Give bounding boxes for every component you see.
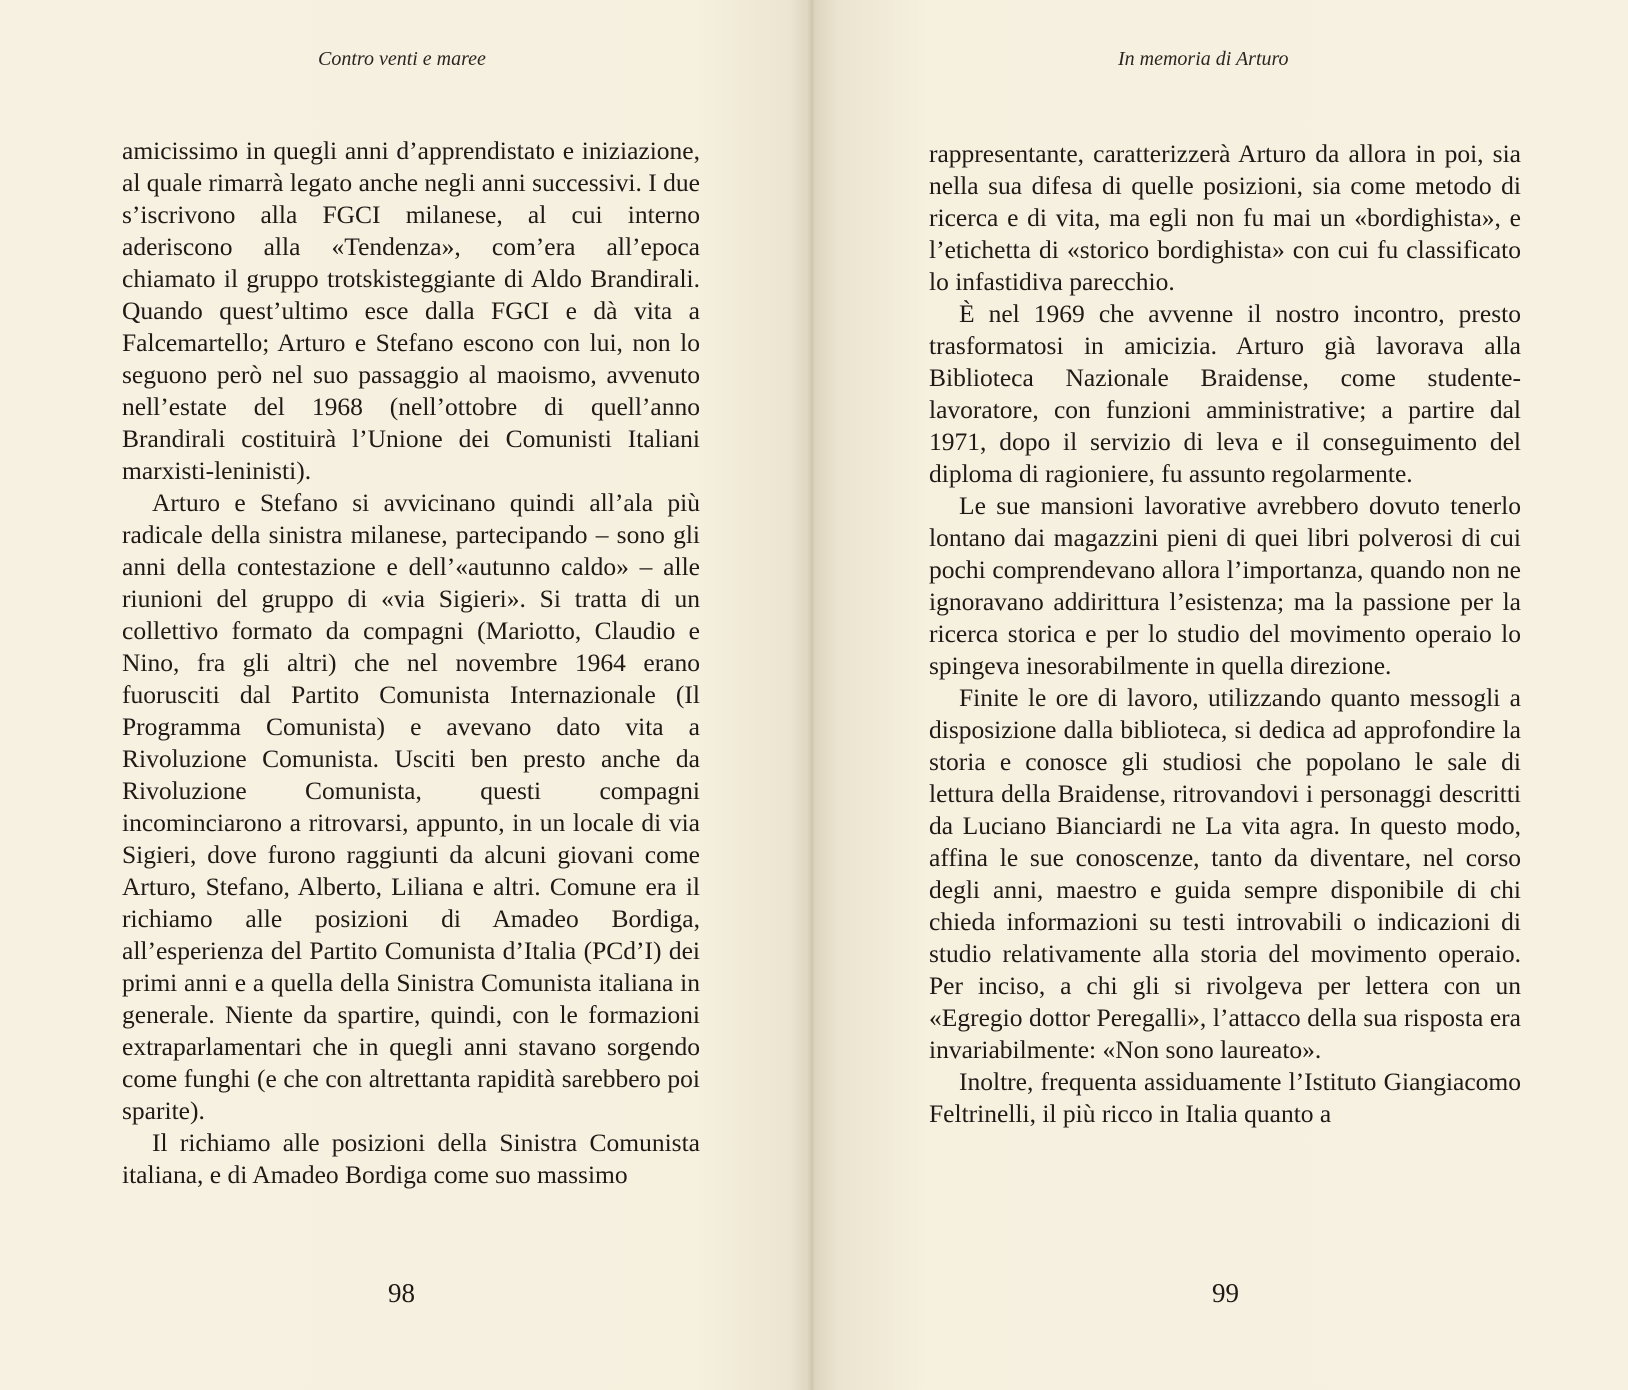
right-paragraph-1: rappresentante, caratterizzerà Arturo da allora in poi, sia nella sua difesa di quelle posizioni, sia come metodo di ricerca e di vita, ma egli non fu mai un «bordighista», e l’etichetta di «storico bordighista» con cui fu classificato lo infastidiva parecchio. — [929, 139, 1521, 296]
left-running-head-text: Contro venti e maree — [318, 48, 486, 70]
right-paragraph-4: Finite le ore di lavoro, utilizzando quanto messogli a disposizione dalla biblioteca, si dedica ad approfondire la storia e conosce gli studiosi che popolano le sale di lettura della Braidense, ritrovandovi i personaggi descritti da Luciano Bianciardi ne La vita agra. In questo modo, affina le sue conoscenze, tanto da diventare, nel corso degli anni, maestro e guida sempre disponibile di chi chieda informazioni su testi introvabili o indicazioni di studio relativamente alla storia del movimento operaio. Per inciso, a chi gli si rivolgeva per lettera con un «Egregio dottor Peregalli», l’attacco della sua risposta era invariabilmente: «Non sono laureato». — [929, 683, 1521, 1064]
left-paragraph-1: amicissimo in quegli anni d’apprendistato e iniziazione, al quale rimarrà legato anche negli anni successivi. I due s’iscrivono alla FGCI milanese, al cui interno aderiscono alla «Tendenza», com’era all’epoca chiamato il gruppo trotskisteggiante di Aldo Brandirali. Quando quest’ultimo esce dalla FGCI e dà vita a Falcemartello; Arturo e Stefano escono con lui, non lo seguono però nel suo passaggio al maoismo, avvenuto nell’estate del 1968 (nell’ottobre di quell’anno Brandirali costituirà l’Unione dei Comunisti Italiani marxisti-leninisti). — [122, 136, 700, 485]
left-paragraph-2: Arturo e Stefano si avvicinano quindi all’ala più radicale della sinistra milanese, partecipando – sono gli anni della contestazione e dell’«autunno caldo» – alle riunioni del gruppo di «via Sigieri». Si tratta di un collettivo formato da compagni (Mariotto, Claudio e Nino, fra gli altri) che nel novembre 1964 erano fuorusciti dal Partito Comunista Internazionale (Il Programma Comunista) e avevano dato vita a Rivoluzione Comunista. Usciti ben presto anche da Rivoluzione Comunista, questi compagni incominciarono a ritrovarsi, appunto, in un locale di via Sigieri, dove furono raggiunti da alcuni giovani come Arturo, Stefano, Alberto, Liliana e altri. Comune era il richiamo alle posizioni di Amadeo Bordiga, all’esperienza del Partito Comunista d’Italia (PCd’I) dei primi anni e a quella della Sinistra Comunista italiana in generale. Niente da spartire, quindi, con le formazioni extraparlamentari che in quegli anni stavano sorgendo come funghi (e che con altrettanta rapidità sarebbero poi sparite). — [122, 488, 700, 1125]
right-running-head-text: In memoria di Arturo — [1118, 48, 1289, 70]
right-page — [814, 0, 1628, 1390]
right-text-block — [929, 138, 1521, 1130]
left-text-block — [122, 135, 700, 1191]
right-page-number: 99 — [1212, 1278, 1239, 1308]
right-paragraph-5: Inoltre, frequenta assiduamente l’Istituto Giangiacomo Feltrinelli, il più ricco in Italia quanto a — [929, 1067, 1521, 1128]
right-paragraph-3: Le sue mansioni lavorative avrebbero dovuto tenerlo lontano dai magazzini pieni di quei libri polverosi di cui pochi comprendevano allora l’importanza, quando non ne ignoravano addirittura l’esistenza; ma la passione per la ricerca storica e per lo studio del movimento operaio lo spingeva inesorabilmente in quella direzione. — [929, 491, 1521, 680]
left-paragraph-3: Il richiamo alle posizioni della Sinistra Comunista italiana, e di Amadeo Bordiga come suo massimo — [122, 1128, 700, 1189]
left-page-number: 98 — [388, 1278, 415, 1308]
right-paragraph-2: È nel 1969 che avvenne il nostro incontro, presto trasformatosi in amicizia. Arturo già lavorava alla Biblioteca Nazionale Braidense, come studente-lavoratore, con funzioni amministrative; a partire dal 1971, dopo il servizio di leva e il conseguimento del diploma di ragioniere, fu assunto regolarmente. — [929, 299, 1521, 488]
